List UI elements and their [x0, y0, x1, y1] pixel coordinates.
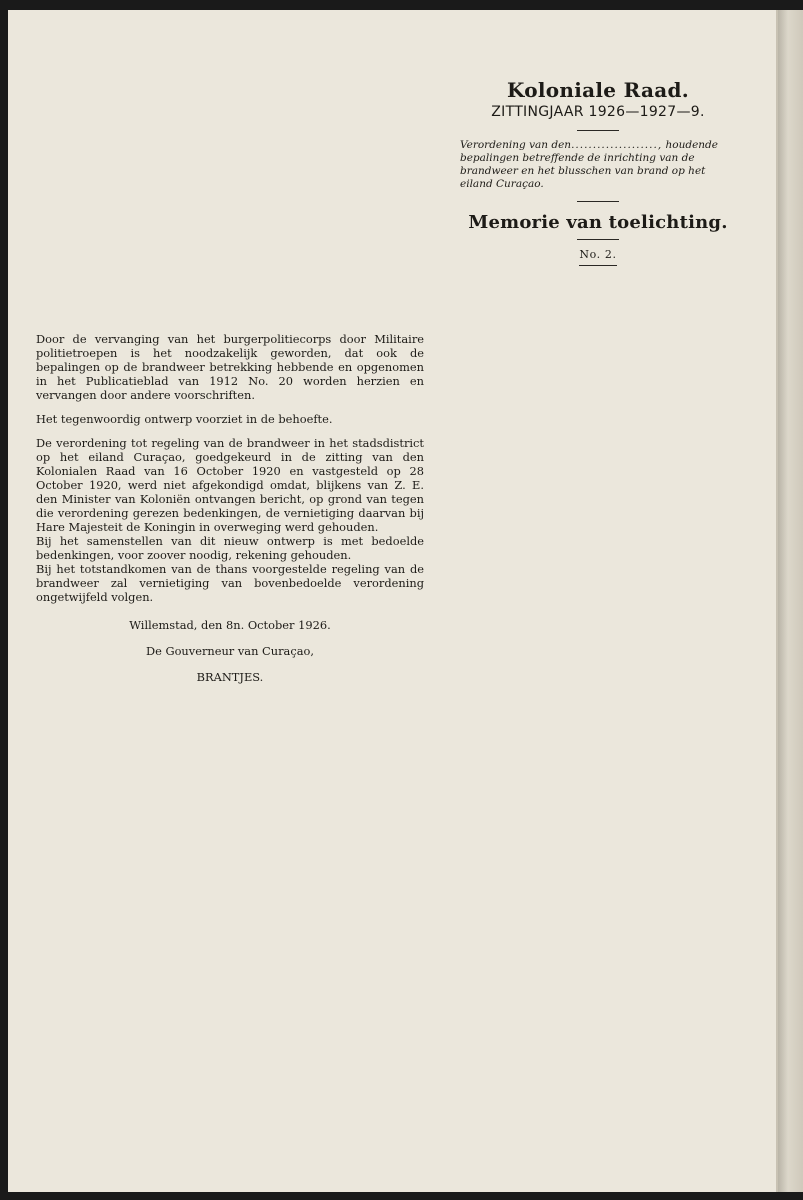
book-spine [778, 10, 803, 1192]
paragraph: Het tegenwoordig ontwerp voorziet in de behoefte. [36, 412, 333, 426]
council-title: Koloniale Raad. [506, 78, 690, 102]
divider-rule [577, 130, 619, 131]
paragraph: De verordening tot regeling van de brandweer in het stadsdistrict op het eiland Curaçao, goedgekeurd in de zitting van den Kolonialen Raad van 16 October 1920 en vastgesteld op 28 October 1920, werd niet afgekondigd omdat, blijkens van Z. E. den Minister van Koloniën ontvangen bericht, op grond van tegen die verordening gerezen bedenkingen, de vernietiging daarvan bij Hare Majesteit de Koningin in overweging werd gehouden. [36, 436, 424, 534]
governor-role: De Gouverneur van Curaçao, [145, 644, 314, 658]
divider-rule [577, 201, 619, 202]
memo-title: Memorie van toelichting. [468, 212, 728, 233]
divider-rule [577, 239, 619, 240]
subject-block [460, 139, 732, 191]
body-text [36, 332, 424, 684]
subject-dots: ...................., [571, 139, 663, 151]
paragraph: Bij het samenstellen van dit nieuw ontwerp is met bedoelde bedenkingen, voor zoover noodig, rekening gehouden. [36, 534, 424, 562]
place-date: Willemstad, den 8n. October 1926. [129, 618, 331, 632]
document-header [458, 78, 738, 274]
subject-rest: houdende bepalingen betreffende de inrichting van de brandweer en het blusschen van brand op het eiland Curaçao. [460, 139, 718, 190]
signature: BRANTJES. [196, 670, 264, 684]
session-year: ZITTINGJAAR 1926—1927—9. [491, 104, 705, 120]
divider-rule [579, 265, 617, 266]
paragraph: Door de vervanging van het burgerpolitiecorps door Militaire politietroepen is het noodzakelijk geworden, dat ook de bepalingen op de brandweer betrekking hebbende en opgenomen in het Publicatieblad van 1912 No. 20 worden herzien en vervangen door andere voorschriften. [36, 332, 424, 402]
document-page [8, 10, 778, 1192]
subject-line1: Verordening van den [460, 139, 572, 151]
paragraph: Bij het totstandkomen van de thans voorgestelde regeling van de brandweer zal vernietiging van bovenbedoelde verordening ongetwijfeld volgen. [36, 562, 424, 604]
memo-number: No. 2. [579, 248, 617, 261]
